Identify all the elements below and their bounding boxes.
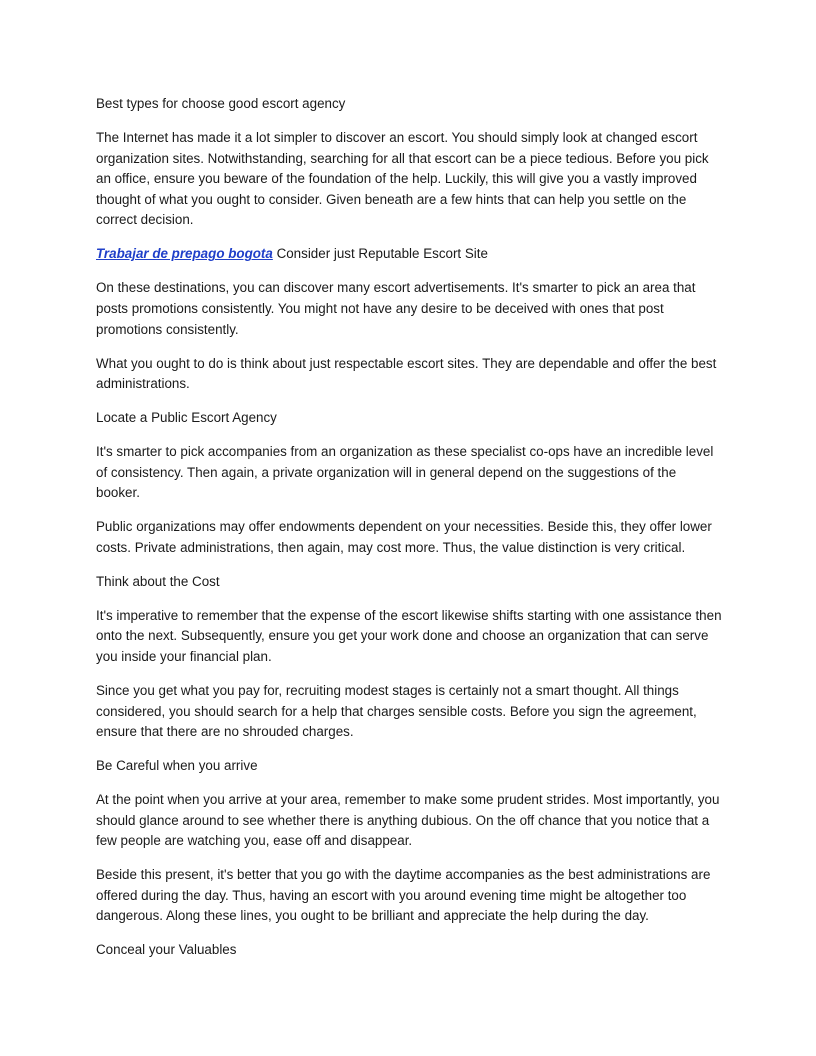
paragraph-intro: The Internet has made it a lot simpler to discover an escort. You should simply look at changed escort organization sites. Notwithstanding, searching for all that escort can be a piece tedious. Before you pick an office, ensure you beware of the foundation of the help. Luckily, this will give you a vastly improved thought of what you ought to consider. Given beneath are a few hints that can help you settle on the correct decision. — [96, 129, 709, 228]
heading-reputable-site-text: Consider just Reputable Escort Site — [272, 246, 488, 262]
paragraph-destinations: On these destinations, you can discover many escort advertisements. It's smarter to pick an area that posts promotions consistently. You might not have any desire to be deceived with ones that post promotions consistently. — [96, 280, 696, 337]
document-page — [96, 94, 722, 974]
paragraph-accompanies: It's smarter to pick accompanies from an organization as these specialist co-ops have an incredible level of consistency. Then again, a private organization will in general depend on the suggestions of the booker. — [96, 444, 714, 501]
prepago-bogota-link[interactable]: Trabajar de prepago bogota — [96, 246, 273, 262]
paragraph-daytime: Beside this present, it's better that you go with the daytime accompanies as the best administrations are offered during the day. Thus, having an escort with you around evening time might be altogether too dangerous. Along these lines, you ought to be brilliant and appreciate the help during the day. — [96, 867, 711, 924]
heading-valuables: Conceal your Valuables — [96, 942, 237, 958]
paragraph-respectable-sites: What you ought to do is think about just respectable escort sites. They are dependable and offer the best administrations. — [96, 355, 717, 392]
paragraph-pay-for: Since you get what you pay for, recruiting modest stages is certainly not a smart thought. All things considered, you should search for a help that charges sensible costs. Before you sign the agreement, ensure that there are no shrouded charges. — [96, 682, 697, 740]
heading-reputable-site — [96, 244, 722, 265]
heading-cost: Think about the Cost — [96, 573, 220, 589]
paragraph-public-organizations: Public organizations may offer endowments dependent on your necessities. Beside this, they offer lower costs. Private administrations, then again, may cost more. Thus, the value distinction is very critical. — [96, 519, 712, 555]
heading-public-agency: Locate a Public Escort Agency — [96, 410, 277, 426]
paragraph-arrive: At the point when you arrive at your area, remember to make some prudent strides. Most importantly, you should glance around to see whether there is anything dubious. On the off chance that you notice that a few people are watching you, ease off and disappear. — [96, 792, 720, 849]
paragraph-expense: It's imperative to remember that the expense of the escort likewise shifts starting with one assistance then onto the next. Subsequently, ensure you get your work done and choose an organization that can serve you inside your financial plan. — [96, 607, 722, 664]
document-title: Best types for choose good escort agency — [96, 96, 346, 111]
heading-careful: Be Careful when you arrive — [96, 758, 258, 774]
